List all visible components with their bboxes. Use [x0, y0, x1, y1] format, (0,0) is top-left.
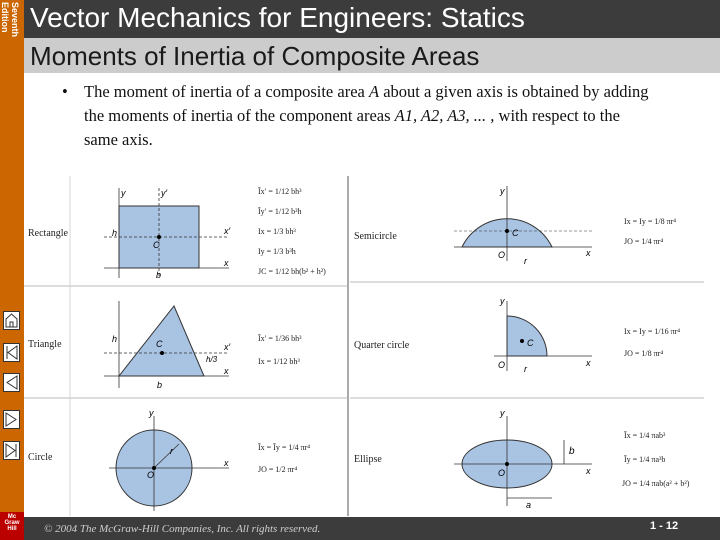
- triangle-label: Triangle: [28, 339, 62, 350]
- previous-slide-button[interactable]: [3, 373, 20, 392]
- next-icon: [4, 411, 19, 428]
- quarter-circle-formula-1: Ix = Iy = 1/16 πr⁴: [624, 327, 681, 336]
- previous-icon: [4, 374, 19, 391]
- svg-text:r: r: [524, 364, 527, 374]
- svg-text:x: x: [224, 458, 229, 468]
- home-icon: [4, 312, 19, 329]
- ellipse-label: Ellipse: [354, 454, 382, 465]
- svg-text:r: r: [170, 446, 173, 456]
- circle-label: Circle: [28, 452, 53, 463]
- triangle-formula-1: Īx′ = 1/36 bh³: [258, 334, 302, 343]
- svg-text:x: x: [586, 358, 591, 368]
- rectangle-label: Rectangle: [28, 228, 68, 239]
- slide-title: Moments of Inertia of Composite Areas: [30, 41, 480, 71]
- svg-text:x′: x′: [224, 342, 231, 352]
- circle-formula-1: Īx = Īy = 1/4 πr⁴: [258, 443, 311, 452]
- next-slide-button[interactable]: [3, 410, 20, 429]
- svg-text:O: O: [498, 250, 506, 260]
- rectangle-diagram: [104, 188, 231, 280]
- svg-text:C: C: [512, 228, 519, 238]
- ellipse-formula-1: Īx = 1/4 πab³: [624, 431, 666, 440]
- svg-text:y: y: [500, 408, 505, 418]
- last-slide-icon: [4, 442, 19, 459]
- triangle-diagram: [104, 301, 231, 390]
- bullet-text-b: about a given axis is obtained by adding the moments of inertia of the component areas: [84, 82, 649, 125]
- svg-text:x′: x′: [224, 226, 231, 236]
- ellipse-formula-3: JO = 1/4 πab(a² + b²): [622, 479, 690, 488]
- bullet-point: [62, 80, 652, 152]
- svg-text:b: b: [156, 270, 162, 280]
- svg-text:C: C: [156, 339, 163, 349]
- page-title: Vector Mechanics for Engineers: Statics: [30, 2, 525, 33]
- edition-line1: Seventh: [10, 2, 20, 38]
- svg-text:r: r: [524, 256, 527, 266]
- bullet-areas: A1, A2, A3, ... ,: [394, 106, 495, 125]
- first-slide-button[interactable]: [3, 343, 20, 362]
- rectangle-formula-2: Īy′ = 1/12 b³h: [258, 207, 302, 216]
- last-slide-button[interactable]: [3, 441, 20, 460]
- triangle-formula-2: Ix = 1/12 bh³: [258, 357, 300, 366]
- svg-text:x: x: [224, 366, 229, 376]
- svg-text:x: x: [224, 258, 229, 268]
- rectangle-formula-1: Īx′ = 1/12 bh³: [258, 187, 302, 196]
- moments-of-inertia-table: [24, 176, 704, 516]
- svg-text:h: h: [112, 334, 118, 344]
- copyright-text: © 2004 The McGraw-Hill Companies, Inc. All rights reserved.: [44, 523, 321, 535]
- quarter-circle-formula-2: JO = 1/8 πr⁴: [624, 349, 664, 358]
- svg-text:y: y: [121, 188, 126, 198]
- bullet-text-c: with respect to the same axis.: [84, 106, 620, 149]
- bullet-dot: •: [62, 82, 68, 101]
- svg-text:h: h: [112, 228, 118, 238]
- ellipse-formula-2: Īy = 1/4 πa³b: [624, 455, 666, 464]
- semicircle-diagram: [454, 186, 592, 266]
- svg-text:y: y: [500, 296, 505, 306]
- circle-formula-2: JO = 1/2 πr⁴: [258, 465, 298, 474]
- first-slide-icon: [4, 344, 19, 361]
- svg-text:C: C: [527, 338, 534, 348]
- edition-label: [0, 0, 24, 60]
- rectangle-formula-4: Iy = 1/3 b³h: [258, 247, 296, 256]
- svg-text:x: x: [586, 248, 591, 258]
- circle-diagram: [109, 408, 229, 511]
- quarter-circle-diagram: [494, 296, 592, 374]
- page-number: 1 - 12: [650, 520, 679, 532]
- svg-text:O: O: [498, 468, 506, 478]
- home-button[interactable]: [3, 311, 20, 330]
- rectangle-formula-3: Ix = 1/3 bh³: [258, 227, 296, 236]
- svg-text:b: b: [157, 380, 163, 390]
- semicircle-formula-1: Ix = Iy = 1/8 πr⁴: [624, 217, 677, 226]
- svg-text:y′: y′: [161, 188, 168, 198]
- bullet-var-a: A: [368, 82, 380, 101]
- svg-text:C: C: [153, 240, 160, 250]
- svg-text:y: y: [149, 408, 154, 418]
- semicircle-formula-2: JO = 1/4 πr⁴: [624, 237, 664, 246]
- bullet-text-a: The moment of inertia of a composite area: [84, 82, 369, 101]
- mcgraw-hill-logo: Mc Graw Hill: [0, 512, 24, 540]
- ellipse-diagram: [454, 408, 592, 510]
- svg-text:y: y: [500, 186, 505, 196]
- svg-text:b: b: [569, 446, 575, 457]
- svg-text:x: x: [586, 466, 591, 476]
- semicircle-label: Semicircle: [354, 231, 397, 242]
- svg-text:h/3: h/3: [206, 355, 218, 364]
- quarter-circle-label: Quarter circle: [354, 340, 410, 351]
- svg-text:a: a: [526, 500, 532, 510]
- svg-text:O: O: [147, 470, 155, 480]
- svg-text:O: O: [498, 360, 506, 370]
- edition-line2: Edition: [0, 2, 10, 33]
- rectangle-formula-5: JC = 1/12 bh(b² + h²): [258, 267, 326, 276]
